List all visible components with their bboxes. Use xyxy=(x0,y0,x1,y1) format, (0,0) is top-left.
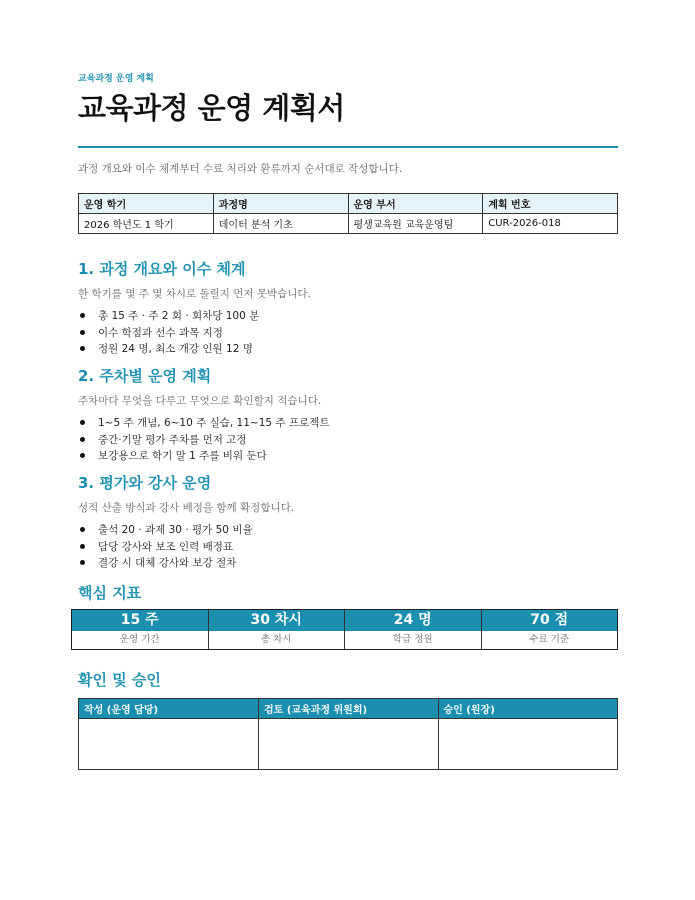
list-item: 담당 강사와 보조 인력 배정표 xyxy=(78,539,618,556)
meta-header-course: 과정명 xyxy=(213,194,348,214)
document-intro: 과정 개요와 이수 체계부터 수료 처리와 환류까지 순서대로 작성합니다. xyxy=(78,163,403,175)
approval-col-author: 작성 (운영 담당) xyxy=(79,699,259,719)
section-heading: 1. 과정 개요와 이수 체계 xyxy=(78,260,246,278)
kpi-label: 학급 정원 xyxy=(345,631,481,649)
meta-header-term: 운영 학기 xyxy=(79,194,214,214)
approval-col-approve: 승인 (원장) xyxy=(438,699,618,719)
title-divider xyxy=(78,146,618,148)
signature-cell-approve[interactable] xyxy=(438,719,618,770)
kpi-card-sessions xyxy=(209,610,346,649)
list-item: 출석 20 · 과제 30 · 평가 50 비율 xyxy=(78,522,618,539)
signature-cell-author[interactable] xyxy=(79,719,259,770)
section-subtitle: 한 학기를 몇 주 몇 차시로 돌릴지 먼저 못박습니다. xyxy=(78,288,311,300)
meta-value-row xyxy=(79,214,618,234)
kpi-value: 30 차시 xyxy=(209,610,345,631)
list-item: 결강 시 대체 강사와 보강 절차 xyxy=(78,555,618,572)
meta-value-course: 데이터 분석 기초 xyxy=(213,214,348,234)
section-heading: 2. 주차별 운영 계획 xyxy=(78,367,212,385)
section-heading: 3. 평가와 강사 운영 xyxy=(78,474,212,492)
kpi-card-duration xyxy=(72,610,209,649)
document-eyebrow: 교육과정 운영 계획 xyxy=(78,74,154,84)
list-item: 이수 학점과 선수 과목 지정 xyxy=(78,325,618,342)
meta-value-dept: 평생교육원 교육운영팀 xyxy=(348,214,483,234)
bullet-list xyxy=(78,308,618,358)
section-evaluation xyxy=(78,472,618,572)
list-item: 1~5 주 개념, 6~10 주 실습, 11~15 주 프로젝트 xyxy=(78,415,618,432)
meta-value-term: 2026 학년도 1 학기 xyxy=(79,214,214,234)
meta-header-dept: 운영 부서 xyxy=(348,194,483,214)
kpi-label: 수료 기준 xyxy=(482,631,618,649)
approval-header-row xyxy=(79,699,618,719)
kpi-card-capacity xyxy=(345,610,482,649)
meta-header-plan-no: 계획 번호 xyxy=(483,194,618,214)
kpi-label: 운영 기간 xyxy=(72,631,208,649)
kpi-value: 24 명 xyxy=(345,610,481,631)
approval-heading: 확인 및 승인 xyxy=(78,671,161,689)
approval-signature-row xyxy=(79,719,618,770)
section-subtitle: 성적 산출 방식과 강사 배정을 함께 확정합니다. xyxy=(78,502,295,514)
kpi-value: 15 주 xyxy=(72,610,208,631)
list-item: 총 15 주 · 주 2 회 · 회차당 100 분 xyxy=(78,308,618,325)
kpi-label: 총 차시 xyxy=(209,631,345,649)
bullet-list xyxy=(78,415,618,465)
list-item: 중간·기말 평가 주차를 먼저 고정 xyxy=(78,432,618,449)
section-weekly-plan xyxy=(78,365,618,465)
approval-col-review: 검토 (교육과정 위원회) xyxy=(259,699,438,719)
list-item: 보강용으로 학기 말 1 주를 비워 둔다 xyxy=(78,448,618,465)
meta-header-row xyxy=(79,194,618,214)
meta-value-plan-no: CUR-2026-018 xyxy=(483,214,618,234)
kpi-heading: 핵심 지표 xyxy=(78,584,142,602)
kpi-card-pass-score xyxy=(482,610,618,649)
kpi-grid xyxy=(71,609,618,650)
section-subtitle: 주차마다 무엇을 다루고 무엇으로 확인할지 적습니다. xyxy=(78,395,322,407)
section-overview xyxy=(78,258,618,358)
bullet-list xyxy=(78,522,618,572)
approval-table xyxy=(78,698,618,770)
kpi-value: 70 점 xyxy=(482,610,618,631)
document-title: 교육과정 운영 계획서 xyxy=(78,91,345,125)
signature-cell-review[interactable] xyxy=(259,719,438,770)
list-item: 정원 24 명, 최소 개강 인원 12 명 xyxy=(78,341,618,358)
meta-table xyxy=(78,193,618,234)
